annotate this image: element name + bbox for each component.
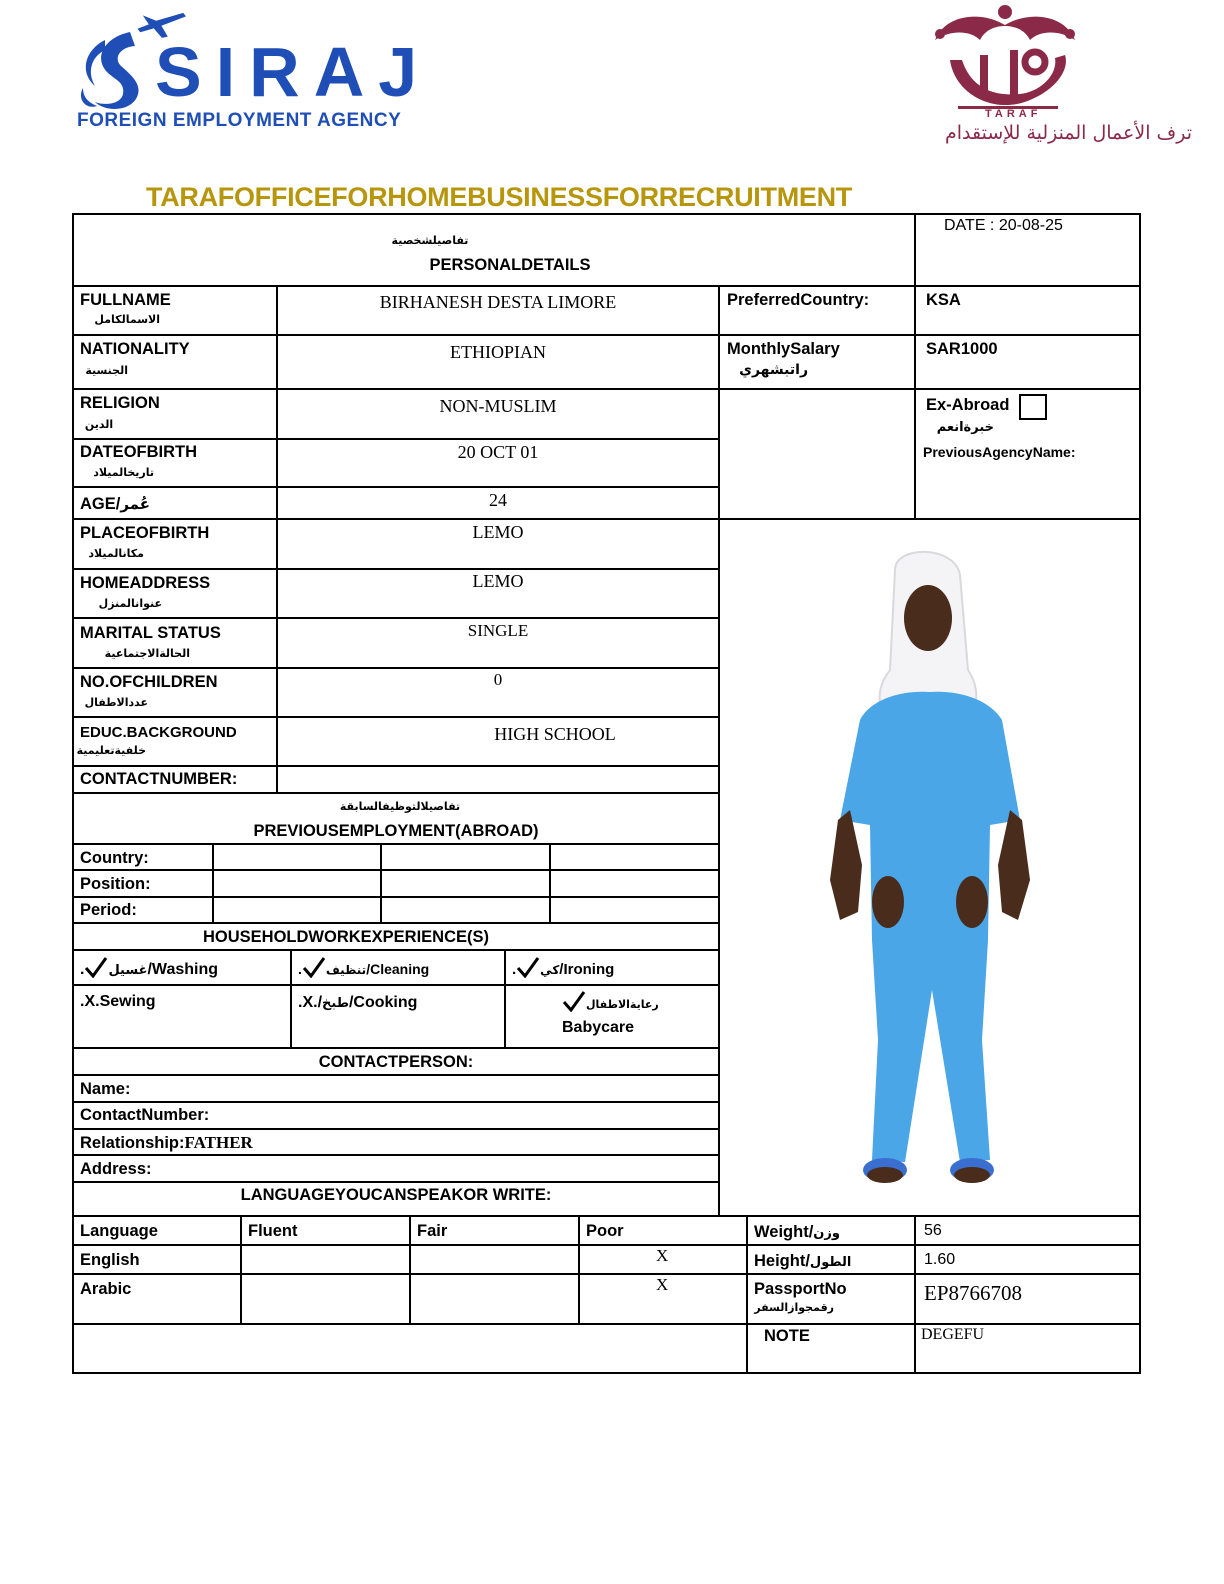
language-title: LANGUAGEYOUCANSPEAKOR WRITE:	[240, 1186, 552, 1204]
educ-value: HIGH SCHOOL	[494, 724, 616, 744]
fullname-value: BIRHANESH DESTA LIMORE	[379, 292, 617, 312]
skill-cooking: .X./طبخ/Cooking	[298, 994, 418, 1011]
age-label: AGE/عُمر	[80, 495, 150, 513]
children-label: NO.OFCHILDREN	[80, 673, 218, 691]
personal-title: PERSONALDETAILS	[429, 256, 591, 274]
siraj-name: SIRAJ	[155, 33, 432, 111]
skill-washing: . غسيل/Washing	[80, 956, 218, 979]
pob-value: LEMO	[472, 522, 524, 542]
contact-name-label: Name:	[80, 1080, 131, 1098]
home-value: LEMO	[472, 571, 524, 591]
check-icon	[516, 956, 540, 978]
contact-number-label: ContactNumber:	[80, 1106, 210, 1124]
marital-value: SINGLE	[467, 621, 529, 640]
lang-english: English	[80, 1251, 140, 1269]
nationality-label: NATIONALITY	[80, 340, 190, 358]
skill-babycare-label: Babycare	[562, 1019, 635, 1036]
note-label: NOTE	[764, 1327, 810, 1345]
household-title: HOUSEHOLDWORKEXPERIENCE(S)	[202, 928, 490, 946]
prev-emp-country: Country:	[80, 849, 149, 867]
check-icon	[84, 956, 108, 978]
person-photo-icon	[720, 520, 1139, 1215]
dob-label: DATEOFBIRTH	[80, 443, 198, 461]
height-label: Height/الطول	[754, 1252, 852, 1270]
age-arabic: عُمر	[120, 495, 150, 513]
lang-english-poor: X	[656, 1246, 669, 1265]
relationship-value: FATHER	[184, 1133, 253, 1152]
personal-arabic: تفاصيلشخصية	[391, 234, 469, 247]
dob-value: 20 OCT 01	[457, 442, 539, 462]
taraf-logo	[830, 0, 1200, 150]
height-value: 1.60	[924, 1251, 956, 1268]
passport-arabic: رقمجوازالسفر	[754, 1301, 834, 1314]
prev-emp-arabic: تفاصيلالتوظيفالسابقة	[339, 800, 461, 813]
lang-arabic: Arabic	[80, 1280, 132, 1298]
contact-person-title: CONTACTPERSON:	[318, 1053, 474, 1071]
contact-label: CONTACTNUMBER:	[80, 770, 238, 788]
dob-arabic: تاريخالميلاد	[93, 466, 154, 479]
skill-sewing: .X.Sewing	[80, 993, 156, 1010]
prev-agency-label: PreviousAgencyName:	[923, 444, 1076, 460]
children-arabic: عددالاطفال	[84, 696, 148, 709]
page-title: TARAFOFFICEFORHOMEBUSINESSFORRECRUITMENT	[146, 182, 852, 212]
siraj-logo	[75, 2, 432, 137]
salary-value: SAR1000	[926, 340, 998, 358]
lang-header-fair: Fair	[417, 1222, 448, 1240]
prev-emp-position: Position:	[80, 875, 151, 893]
lang-header-fluent: Fluent	[248, 1222, 298, 1240]
passport-label: PassportNo	[754, 1280, 847, 1298]
prev-emp-title: PREVIOUSEMPLOYMENT(ABROAD)	[253, 822, 539, 840]
taraf-arabic: ترف الأعمال المنزلية للإستقدام	[945, 122, 1192, 144]
nationality-arabic: الجنسية	[85, 364, 128, 377]
pob-arabic: مكانالميلاد	[88, 547, 144, 560]
nationality-value: ETHIOPIAN	[450, 342, 546, 362]
religion-label: RELIGION	[80, 394, 160, 412]
note-value: DEGEFU	[921, 1326, 985, 1343]
home-arabic: عنوانالمنزل	[98, 597, 162, 610]
relationship-label: Relationship:FATHER	[80, 1133, 253, 1152]
salary-arabic: راتبشهري	[739, 362, 808, 378]
educ-arabic: خلفيةتعليمية	[76, 744, 146, 757]
applicant-photo	[720, 520, 1139, 1215]
siraj-tagline: FOREIGN EMPLOYMENT AGENCY	[77, 110, 402, 131]
address-label: Address:	[80, 1160, 152, 1178]
marital-arabic: الحالةالاجتماعية	[104, 647, 190, 660]
exabroad-arabic: خبرةانعم	[936, 420, 994, 435]
passport-value: EP8766708	[924, 1281, 1023, 1305]
religion-value: NON-MUSLIM	[439, 396, 557, 416]
pob-label: PLACEOFBIRTH	[80, 524, 210, 542]
weight-label: Weight/وزن	[754, 1223, 840, 1241]
prev-emp-period: Period:	[80, 901, 137, 919]
marital-label: MARITAL STATUS	[80, 624, 221, 642]
fullname-arabic: الاسمالكامل	[94, 313, 160, 326]
skill-cleaning: . تنظيف/Cleaning	[298, 956, 429, 978]
religion-arabic: الدين	[84, 418, 114, 431]
country-value: KSA	[926, 291, 961, 309]
taraf-name: TARAF	[985, 108, 1042, 120]
age-value: 24	[489, 490, 507, 510]
country-label: PreferredCountry:	[727, 291, 870, 309]
children-value: 0	[493, 670, 503, 689]
lang-header-language: Language	[80, 1222, 158, 1240]
exabroad-checkbox[interactable]	[1019, 394, 1047, 420]
salary-label: MonthlySalary	[727, 340, 840, 358]
lang-header-poor: Poor	[586, 1222, 624, 1240]
check-icon	[302, 956, 326, 978]
fullname-label: FULLNAME	[80, 291, 171, 309]
home-label: HOMEADDRESS	[80, 574, 211, 592]
date-label: DATE : 20-08-25	[944, 217, 1063, 234]
weight-value: 56	[924, 1222, 942, 1239]
exabroad-label: Ex-Abroad	[926, 396, 1010, 414]
check-icon	[562, 990, 586, 1012]
educ-label: EDUC.BACKGROUND	[80, 724, 237, 741]
skill-babycare: رعايةالاطفال	[562, 990, 659, 1013]
skill-ironing: . كي/Ironing	[512, 956, 614, 978]
lang-arabic-poor: X	[656, 1275, 669, 1294]
